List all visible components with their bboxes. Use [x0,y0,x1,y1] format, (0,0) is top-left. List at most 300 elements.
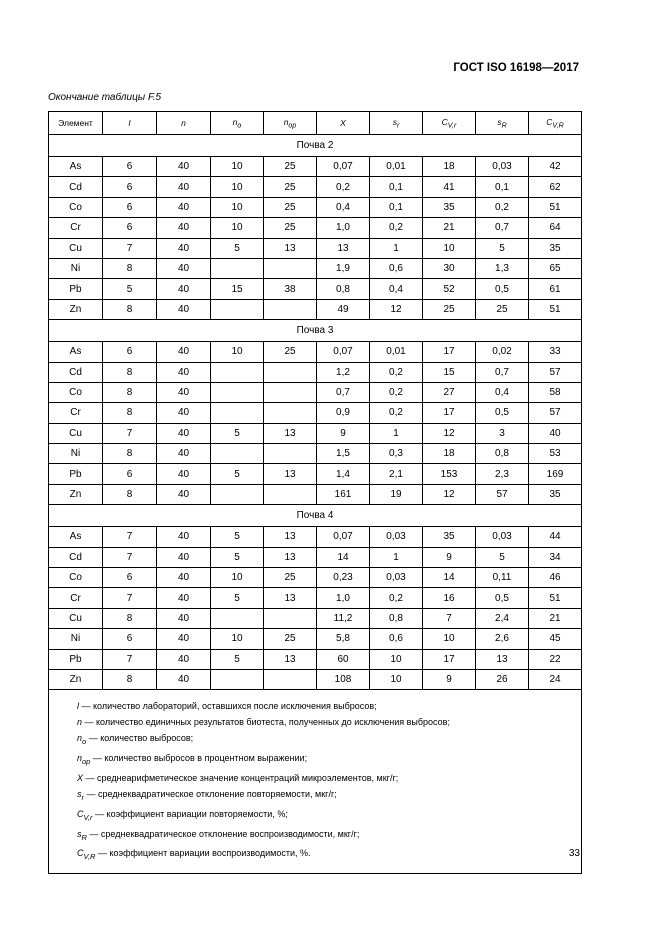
table-cell: 40 [157,527,211,547]
table-cell: Cu [49,423,103,443]
table-cell [211,608,264,628]
table-cell: 18 [423,157,476,177]
page-number: 33 [568,848,580,859]
table-cell: 0,2 [370,382,423,402]
table-cell: 60 [317,649,370,669]
table-cell: 16 [423,588,476,608]
table-cell: 1 [370,238,423,258]
table-cell: 9 [317,423,370,443]
table-cell: 0,2 [317,177,370,197]
table-row [49,669,582,689]
table-cell: 8 [103,444,157,464]
note-symbol: C [77,848,84,859]
table-cell: 10 [211,177,264,197]
table-cell: 161 [317,484,370,504]
table-cell: 10 [370,649,423,669]
table-cell: 1,0 [317,218,370,238]
table-cell: 25 [476,299,529,319]
table-row [49,299,582,319]
note-symbol: X [77,772,84,783]
table-row [49,197,582,217]
table-cell [211,403,264,423]
table-row [49,258,582,278]
table-cell: 18 [423,444,476,464]
table-cell: 0,4 [317,197,370,217]
table-cell: 13 [264,649,317,669]
table-cell: 2,4 [476,608,529,628]
table-cell: 14 [317,547,370,567]
section-row [49,135,582,157]
table-cell: 6 [103,342,157,362]
table-cell: 5,8 [317,629,370,649]
table-cell: 22 [529,649,582,669]
note-line [77,714,581,730]
table-cell [264,403,317,423]
table-cell: 2,1 [370,464,423,484]
note-line [77,730,581,750]
table-cell: 1,4 [317,464,370,484]
table-cell: Zn [49,484,103,504]
table-cell: 6 [103,629,157,649]
table-cell: 25 [264,629,317,649]
table-row [49,177,582,197]
table-cell: 25 [264,218,317,238]
note-symbol: l [77,701,79,712]
table-cell: 0,7 [317,382,370,402]
table-cell: 10 [211,218,264,238]
table-cell [211,444,264,464]
table-cell: 64 [529,218,582,238]
table-cell: 51 [529,588,582,608]
table-cell: 8 [103,484,157,504]
table-cell: Ni [49,258,103,278]
col-header-s-r: $s_r$ [370,112,423,135]
section-row [49,320,582,342]
table-cell: 0,8 [317,279,370,299]
table-row [49,362,582,382]
table-cell [264,484,317,504]
table-cell: 40 [157,279,211,299]
table-cell: 7 [423,608,476,628]
table-cell: 40 [157,403,211,423]
table-cell: 0,4 [370,279,423,299]
table-cell: 13 [264,588,317,608]
section-title: Почва 2 [49,135,582,157]
table-cell: 33 [529,342,582,362]
col-header-l: l [103,112,157,135]
table-cell: 5 [476,238,529,258]
table-cell: 25 [264,342,317,362]
table-cell: 8 [103,669,157,689]
table-cell: 7 [103,238,157,258]
table-cell: 0,5 [476,403,529,423]
note-symbol: n [77,753,83,764]
table-row [49,484,582,504]
note-symbol: s [77,788,82,799]
table-cell: 0,01 [370,342,423,362]
table-row [49,527,582,547]
table-cell: 7 [103,423,157,443]
table-cell: 0,07 [317,527,370,547]
table-cell: 10 [211,342,264,362]
table-cell: 1,5 [317,444,370,464]
table-cell: 25 [264,157,317,177]
table-cell: 27 [423,382,476,402]
table-cell: 5 [211,527,264,547]
col-header-s-big-r: $s_R$ [476,112,529,135]
table-cell: 35 [529,238,582,258]
table-cell: 2,6 [476,629,529,649]
table-cell: 26 [476,669,529,689]
table-cell: Zn [49,669,103,689]
table-cell: 40 [157,629,211,649]
table-cell: 7 [103,547,157,567]
table-cell: 57 [529,362,582,382]
table-cell: 8 [103,382,157,402]
table-cell: 40 [157,362,211,382]
table-row [49,629,582,649]
table-cell: 6 [103,177,157,197]
table-cell [264,362,317,382]
table-cell: 38 [264,279,317,299]
table-row [49,588,582,608]
note-line [77,845,581,865]
table-cell: 40 [157,258,211,278]
table-cell: 21 [423,218,476,238]
table-cell: 17 [423,403,476,423]
table-cell: 25 [264,568,317,588]
table-cell: 53 [529,444,582,464]
table-cell: 40 [157,157,211,177]
table-cell: 13 [264,547,317,567]
table-cell: 40 [157,649,211,669]
note-symbol-subscript: op [82,756,91,766]
table-row [49,279,582,299]
table-cell: 6 [103,568,157,588]
table-cell: 1 [370,423,423,443]
table-cell [211,669,264,689]
table-cell: 13 [317,238,370,258]
table-cell: As [49,342,103,362]
table-cell: 0,5 [476,279,529,299]
table-cell: 5 [476,547,529,567]
table-cell: 57 [476,484,529,504]
table-cell: Pb [49,649,103,669]
table-cell: 0,7 [476,362,529,382]
table-cell: 5 [211,238,264,258]
table-cell: 1 [370,547,423,567]
table-cell: 10 [211,568,264,588]
section-title: Почва 3 [49,320,582,342]
table-cell [211,258,264,278]
document-header: ГОСТ ISO 16198—2017 [453,62,579,74]
section-row [49,505,582,527]
section-title: Почва 4 [49,505,582,527]
table-cell: 6 [103,218,157,238]
table-cell: 7 [103,527,157,547]
table-cell: 0,07 [317,157,370,177]
table-cell: 24 [529,669,582,689]
note-line [77,826,581,846]
table-cell: Zn [49,299,103,319]
notes-cell [49,690,582,874]
table-cell: 5 [211,464,264,484]
table-cell: 15 [211,279,264,299]
table-cell: Cu [49,238,103,258]
table-cell: 13 [476,649,529,669]
table-row [49,157,582,177]
col-header-cv-r: $C_{V,r}$ [423,112,476,135]
table-cell: 40 [157,238,211,258]
table-cell: 34 [529,547,582,567]
table-cell: 0,01 [370,157,423,177]
table-cell: 41 [423,177,476,197]
table-cell: 40 [529,423,582,443]
col-header-x: X [317,112,370,135]
table-cell: 10 [423,629,476,649]
table-row [49,382,582,402]
col-header-cv-big-r: $C_{V,R}$ [529,112,582,135]
table-cell: 0,2 [370,362,423,382]
table-cell: 6 [103,157,157,177]
table-cell: 40 [157,197,211,217]
table-cell: 62 [529,177,582,197]
table-cell: 7 [103,649,157,669]
table-cell: 61 [529,279,582,299]
table-cell: 0,1 [370,197,423,217]
table-cell: 2,3 [476,464,529,484]
table-cell: 0,23 [317,568,370,588]
table-cell [211,299,264,319]
table-cell: 40 [157,484,211,504]
table-cell: 12 [423,423,476,443]
table-row [49,342,582,362]
note-symbol-subscript: V,r [83,812,93,822]
table-cell: 0,2 [370,218,423,238]
table-cell: 19 [370,484,423,504]
table-cell: 0,5 [476,588,529,608]
table-cell: Co [49,382,103,402]
table-cell: 40 [157,177,211,197]
table-cell: As [49,527,103,547]
table-cell: 0,03 [370,527,423,547]
table-cell: 35 [529,484,582,504]
table-cell: 6 [103,464,157,484]
note-text: — коэффициент вариации повторяемости, %; [92,808,288,819]
table-cell: Cu [49,608,103,628]
note-symbol: n [77,733,83,744]
table-cell: 35 [423,527,476,547]
table-cell: 40 [157,342,211,362]
table-cell: 1,0 [317,588,370,608]
table-cell: Cr [49,218,103,238]
table-cell: 8 [103,608,157,628]
table-cell: 0,6 [370,258,423,278]
note-text: — коэффициент вариации воспроизводимости, %. [95,848,311,859]
table-cell: 40 [157,464,211,484]
table-cell: 8 [103,362,157,382]
table-cell: 14 [423,568,476,588]
note-symbol: C [77,808,84,819]
table-cell [211,484,264,504]
table-cell: 49 [317,299,370,319]
table-cell: Ni [49,444,103,464]
table-cell: Pb [49,279,103,299]
table-row [49,568,582,588]
note-text: — среднеквадратическое отклонение воспроизводимости, мкг/г; [86,828,360,839]
notes-row [49,690,582,874]
table-cell: 42 [529,157,582,177]
table-cell: 44 [529,527,582,547]
table-cell: 10 [423,238,476,258]
note-line [77,786,581,806]
table-cell: 57 [529,403,582,423]
table-row [49,547,582,567]
note-text: — количество выбросов в процентном выражении; [90,753,308,764]
table-cell: 0,3 [370,444,423,464]
note-text: — количество выбросов; [86,733,194,744]
table-row [49,649,582,669]
table-cell: 12 [370,299,423,319]
table-cell: 0,03 [370,568,423,588]
note-line [77,770,581,786]
table-cell: 13 [264,238,317,258]
table-cell: 10 [370,669,423,689]
note-text: — среднеарифметическое значение концентраций микроэлементов, мкг/г; [83,772,399,783]
table-cell: 35 [423,197,476,217]
table-cell: 108 [317,669,370,689]
note-line [77,750,581,770]
table-cell: 0,2 [370,403,423,423]
table-cell: 1,9 [317,258,370,278]
table-cell: 0,8 [370,608,423,628]
table-cell: 65 [529,258,582,278]
table-cell: 51 [529,197,582,217]
table-cell: 58 [529,382,582,402]
table-cell: 5 [103,279,157,299]
table-cell: 40 [157,547,211,567]
table-cell: 13 [264,527,317,547]
table-cell: 11,2 [317,608,370,628]
table-cell: 52 [423,279,476,299]
col-header-n-o: $n_o$ [211,112,264,135]
table-cell: 21 [529,608,582,628]
table-cell: 17 [423,649,476,669]
table-cell: 8 [103,258,157,278]
table-cell: 10 [211,629,264,649]
table-cell: 0,7 [476,218,529,238]
table-row [49,423,582,443]
table-cell: 8 [103,403,157,423]
note-symbol-subscript: V,R [83,852,96,862]
note-symbol: n [77,717,83,728]
table-cell: 0,1 [476,177,529,197]
table-cell: 46 [529,568,582,588]
table-cell: 40 [157,382,211,402]
table-cell [264,299,317,319]
col-header-n: n [157,112,211,135]
table-cell: 13 [264,423,317,443]
table-cell: 40 [157,444,211,464]
table-row [49,444,582,464]
table-cell: 9 [423,669,476,689]
results-table [48,111,582,874]
table-cell: 1,3 [476,258,529,278]
table-cell: 51 [529,299,582,319]
table-cell: 0,8 [476,444,529,464]
table-cell [264,382,317,402]
table-cell: 45 [529,629,582,649]
table-cell: 5 [211,423,264,443]
table-cell: 40 [157,218,211,238]
table-cell: 25 [264,177,317,197]
table-cell: 12 [423,484,476,504]
table-cell [264,258,317,278]
table-cell: 10 [211,197,264,217]
col-header-n-op: $n_{op}$ [264,112,317,135]
table-cell [211,362,264,382]
table-cell: 153 [423,464,476,484]
table-cell: Co [49,568,103,588]
note-symbol-subscript: r [81,792,84,802]
note-symbol: s [77,828,82,839]
table-cell: Cr [49,588,103,608]
table-cell: 0,1 [370,177,423,197]
table-cell: As [49,157,103,177]
table-cell: Cd [49,362,103,382]
table-cell: 40 [157,568,211,588]
table-cell: 0,9 [317,403,370,423]
table-row [49,464,582,484]
table-row [49,608,582,628]
table-cell: 5 [211,588,264,608]
table-cell: 5 [211,547,264,567]
table-cell: 7 [103,588,157,608]
table-cell: 25 [264,197,317,217]
table-cell: 40 [157,588,211,608]
table-cell: 30 [423,258,476,278]
table-cell: 0,6 [370,629,423,649]
table-cell: Pb [49,464,103,484]
table-cell [264,608,317,628]
table-row [49,403,582,423]
note-text: — количество единичных результатов биотеста, полученных до исключения выбросов; [82,717,450,728]
table-header [49,112,582,135]
table-cell: 8 [103,299,157,319]
table-caption: Окончание таблицы F.5 [48,92,162,103]
table-cell: 17 [423,342,476,362]
table-cell: 25 [423,299,476,319]
table-body [49,135,582,874]
col-header-element: Элемент [49,112,103,135]
table-row [49,238,582,258]
note-symbol-subscript: o [82,737,87,747]
table-cell: Cd [49,547,103,567]
table-cell: 3 [476,423,529,443]
table-cell: 10 [211,157,264,177]
table-cell: 15 [423,362,476,382]
note-line [77,698,581,714]
table-cell: Cd [49,177,103,197]
table-cell: Co [49,197,103,217]
table-cell: 9 [423,547,476,567]
note-line [77,806,581,826]
table-cell: Ni [49,629,103,649]
table-cell [264,444,317,464]
table-cell: 6 [103,197,157,217]
table-cell: 5 [211,649,264,669]
table-cell: 1,2 [317,362,370,382]
